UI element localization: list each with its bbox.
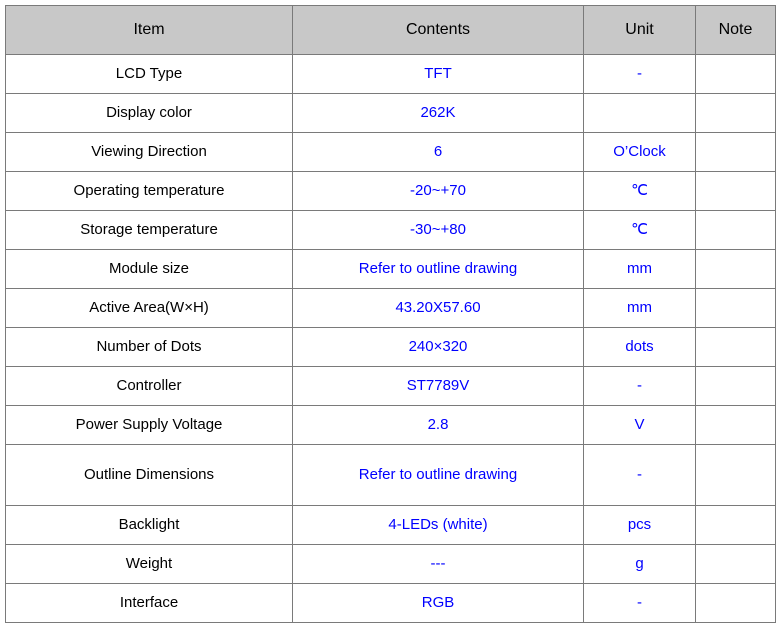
header-row: [6, 6, 776, 55]
cell-item: Viewing Direction: [6, 133, 293, 172]
column-header-item: Item: [6, 6, 293, 55]
table-header: [6, 6, 776, 55]
cell-contents: RGB: [293, 584, 584, 623]
cell-unit: ℃: [584, 172, 696, 211]
cell-contents: TFT: [293, 55, 584, 94]
column-header-note: Note: [696, 6, 776, 55]
cell-note: [696, 406, 776, 445]
cell-contents: 262K: [293, 94, 584, 133]
cell-note: [696, 55, 776, 94]
table-row: [6, 445, 776, 506]
cell-contents: 2.8: [293, 406, 584, 445]
cell-contents: -20~+70: [293, 172, 584, 211]
cell-contents: ST7789V: [293, 367, 584, 406]
cell-item: Weight: [6, 545, 293, 584]
cell-contents: Refer to outline drawing: [293, 250, 584, 289]
cell-item: Controller: [6, 367, 293, 406]
table-row: [6, 367, 776, 406]
cell-contents: -30~+80: [293, 211, 584, 250]
cell-item: Power Supply Voltage: [6, 406, 293, 445]
cell-item: Operating temperature: [6, 172, 293, 211]
table-row: [6, 250, 776, 289]
cell-note: [696, 328, 776, 367]
cell-unit: mm: [584, 289, 696, 328]
cell-item: Number of Dots: [6, 328, 293, 367]
table-row: [6, 211, 776, 250]
cell-unit: O’Clock: [584, 133, 696, 172]
cell-contents: 6: [293, 133, 584, 172]
column-header-contents: Contents: [293, 6, 584, 55]
cell-note: [696, 211, 776, 250]
cell-unit: -: [584, 55, 696, 94]
table-row: [6, 506, 776, 545]
cell-note: [696, 94, 776, 133]
table-row: [6, 406, 776, 445]
cell-contents: 240×320: [293, 328, 584, 367]
cell-item: Interface: [6, 584, 293, 623]
specification-table: [5, 5, 776, 623]
cell-item: Display color: [6, 94, 293, 133]
cell-unit: V: [584, 406, 696, 445]
table-row: [6, 172, 776, 211]
cell-unit: -: [584, 445, 696, 506]
cell-item: Storage temperature: [6, 211, 293, 250]
cell-item: Active Area(W×H): [6, 289, 293, 328]
cell-unit: pcs: [584, 506, 696, 545]
cell-item: LCD Type: [6, 55, 293, 94]
table-row: [6, 55, 776, 94]
column-header-unit: Unit: [584, 6, 696, 55]
cell-item: Outline Dimensions: [6, 445, 293, 506]
cell-note: [696, 445, 776, 506]
table-row: [6, 545, 776, 584]
cell-unit: -: [584, 584, 696, 623]
cell-unit: mm: [584, 250, 696, 289]
table-row: [6, 328, 776, 367]
cell-unit: g: [584, 545, 696, 584]
cell-item: Backlight: [6, 506, 293, 545]
cell-note: [696, 545, 776, 584]
cell-contents: Refer to outline drawing: [293, 445, 584, 506]
cell-unit: dots: [584, 328, 696, 367]
cell-unit: ℃: [584, 211, 696, 250]
cell-item: Module size: [6, 250, 293, 289]
table-row: [6, 289, 776, 328]
cell-contents: 4-LEDs (white): [293, 506, 584, 545]
table-body: [6, 55, 776, 623]
cell-note: [696, 250, 776, 289]
cell-contents: 43.20X57.60: [293, 289, 584, 328]
cell-note: [696, 133, 776, 172]
cell-note: [696, 367, 776, 406]
table-row: [6, 94, 776, 133]
cell-contents: ---: [293, 545, 584, 584]
cell-unit: [584, 94, 696, 133]
table-row: [6, 133, 776, 172]
cell-note: [696, 172, 776, 211]
cell-note: [696, 506, 776, 545]
cell-unit: -: [584, 367, 696, 406]
cell-note: [696, 289, 776, 328]
